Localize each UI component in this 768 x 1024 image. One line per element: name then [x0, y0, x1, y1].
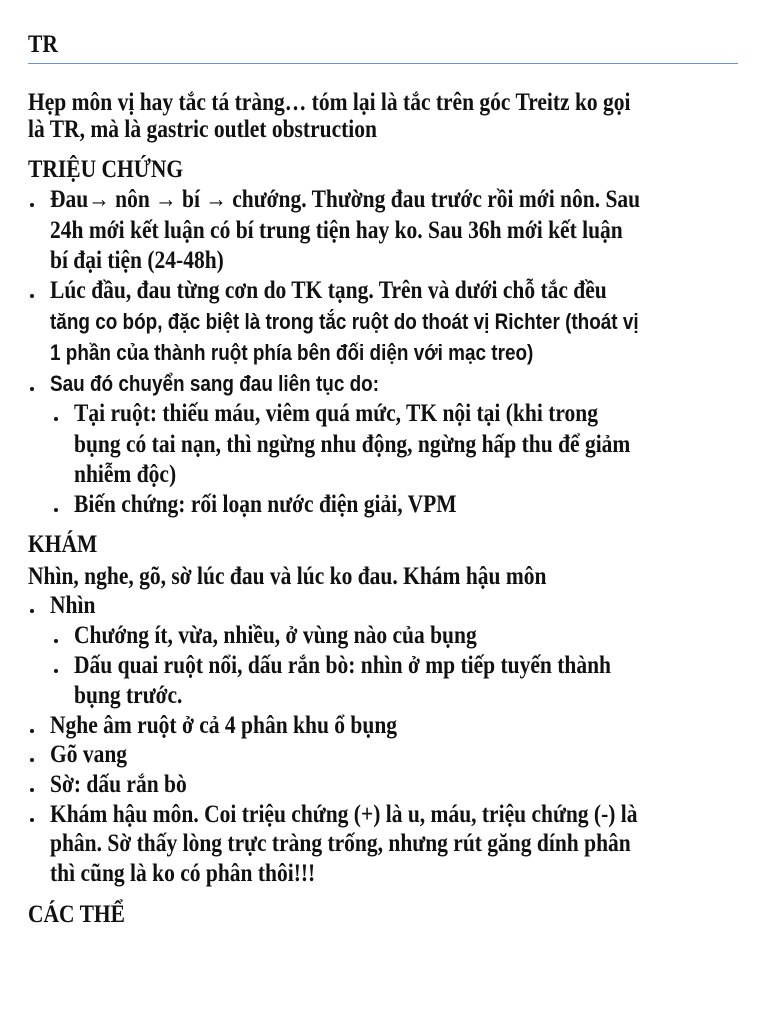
bullet-icon	[54, 639, 58, 643]
sub-list-item: bụng trước.	[74, 682, 183, 709]
bullet-icon	[30, 758, 34, 762]
sub-list-item: Biến chứng: rối loạn nước điện giải, VPM	[74, 491, 457, 518]
section-heading-exam: KHÁM	[28, 531, 98, 558]
bullet-icon	[30, 788, 34, 792]
list-item: Gõ vang	[50, 741, 128, 768]
list-item: Đau→ nôn → bí → chướng. Thường đau trước rồi mới nôn. Sau	[50, 186, 641, 213]
section-heading-types: CÁC THỂ	[28, 901, 125, 928]
list-item: Sờ: dấu rắn bò	[50, 771, 187, 798]
list-item: 24h mới kết luận có bí trung tiện hay ko. Sau 36h mới kết luận	[50, 217, 623, 244]
list-item: tăng co bóp, đặc biệt là trong tắc ruột do thoát vị Richter (thoát vị	[50, 309, 639, 334]
bullet-icon	[30, 294, 34, 298]
list-item: phân. Sờ thấy lòng trực tràng trống, nhưng rút găng dính phân	[50, 830, 631, 857]
sub-list-item: Tại ruột: thiếu máu, viêm quá mức, TK nội tại (khi trong	[74, 400, 598, 427]
list-item: Nhìn	[50, 592, 96, 619]
sub-list-item: nhiễm độc)	[74, 461, 177, 488]
sub-list-item: Dấu quai ruột nổi, dấu rắn bò: nhìn ở mp tiếp tuyến thành	[74, 652, 612, 679]
list-item: thì cũng là ko có phân thôi!!!	[50, 860, 316, 887]
title-divider	[28, 63, 738, 64]
bullet-icon	[30, 729, 34, 733]
list-item: Lúc đầu, đau từng cơn do TK tạng. Trên và dưới chỗ tắc đều	[50, 277, 607, 304]
bullet-icon	[30, 387, 34, 391]
exam-intro: Nhìn, nghe, gõ, sờ lúc đau và lúc ko đau. Khám hậu môn	[28, 563, 547, 590]
list-item: Khám hậu môn. Coi triệu chứng (+) là u, máu, triệu chứng (-) là	[50, 801, 638, 828]
intro-line: Hẹp môn vị hay tắc tá tràng… tóm lại là tắc trên góc Treitz ko gọi	[28, 89, 631, 116]
bullet-icon	[54, 508, 58, 512]
bullet-icon	[54, 417, 58, 421]
list-item: 1 phần của thành ruột phía bên đối diện với mạc treo)	[50, 340, 534, 365]
page-title: TR	[28, 31, 58, 58]
list-item: bí đại tiện (24-48h)	[50, 247, 224, 274]
bullet-icon	[54, 669, 58, 673]
sub-list-item: Chướng ít, vừa, nhiều, ở vùng nào của bụng	[74, 622, 477, 649]
intro-line: là TR, mà là gastric outlet obstruction	[28, 116, 377, 143]
section-heading-symptoms: TRIỆU CHỨNG	[28, 156, 184, 183]
list-item: Nghe âm ruột ở cả 4 phân khu ổ bụng	[50, 712, 398, 739]
list-item: Sau đó chuyển sang đau liên tục do:	[50, 371, 380, 396]
bullet-icon	[30, 818, 34, 822]
sub-list-item: bụng có tai nạn, thì ngừng nhu động, ngừng hấp thu để giảm	[74, 431, 631, 458]
bullet-icon	[30, 203, 34, 207]
bullet-icon	[30, 609, 34, 613]
